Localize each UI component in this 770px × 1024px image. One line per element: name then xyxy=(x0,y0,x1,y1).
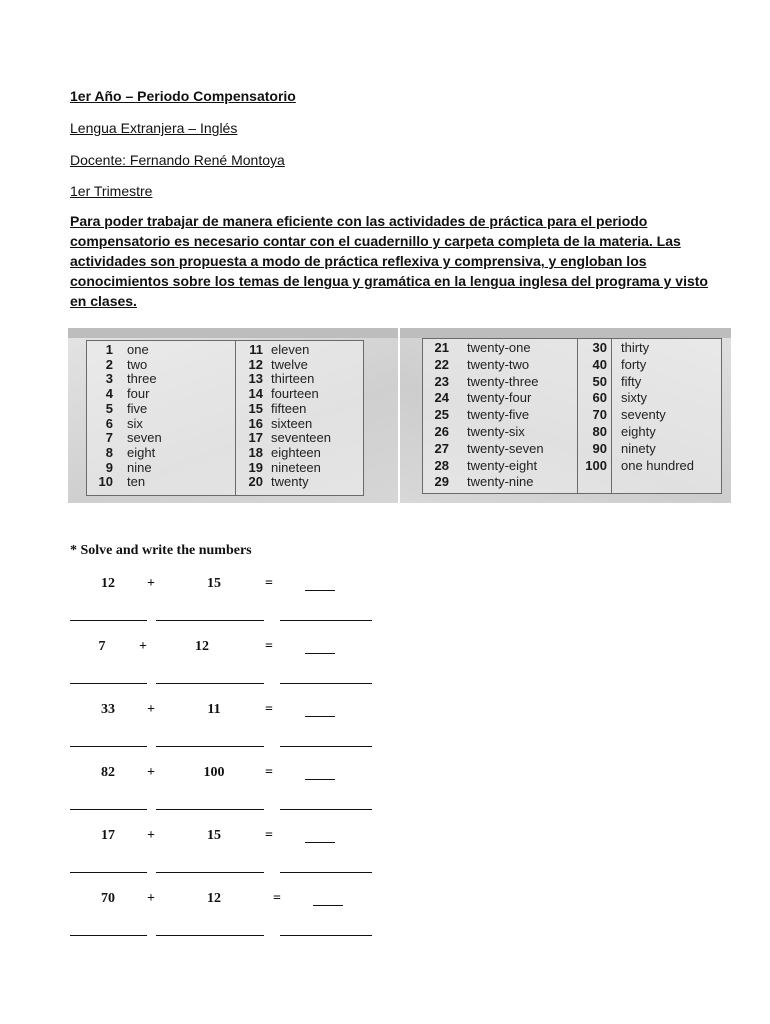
number-digit: 40 xyxy=(592,356,607,372)
teacher-line: Docente: Fernando René Montoya xyxy=(70,152,285,168)
number-word: fifteen xyxy=(271,400,307,416)
number-word: twenty-nine xyxy=(467,474,534,490)
number-digit: 100 xyxy=(585,457,607,473)
number-word: twenty-two xyxy=(467,356,530,372)
write-line[interactable] xyxy=(280,746,372,747)
write-line[interactable] xyxy=(280,872,372,873)
equals-sign: = xyxy=(265,639,273,654)
operand-b: 12 xyxy=(207,891,221,906)
number-word: thirty xyxy=(621,340,650,355)
number-word: eighty xyxy=(621,424,656,439)
numbers-photo-21-100 xyxy=(400,328,731,503)
number-digit: 50 xyxy=(592,373,607,389)
write-line[interactable] xyxy=(70,935,147,936)
number-word: sixty xyxy=(621,390,647,406)
number-word: sixteen xyxy=(271,415,313,431)
number-word: two xyxy=(127,356,148,372)
number-digit: 19 xyxy=(248,459,263,475)
number-word: nineteen xyxy=(271,459,321,475)
plus-sign: + xyxy=(147,702,155,717)
number-digit: 9 xyxy=(105,459,113,475)
write-line[interactable] xyxy=(70,809,147,810)
numbers-table-1-20 xyxy=(86,340,364,496)
number-digit: 18 xyxy=(248,444,263,460)
number-word: ninety xyxy=(621,440,656,456)
number-word: twenty-three xyxy=(467,373,539,389)
number-digit: 80 xyxy=(592,424,607,439)
number-digit: 1 xyxy=(105,342,113,357)
equals-sign: = xyxy=(265,765,273,780)
number-word: three xyxy=(127,371,157,387)
answer-blank[interactable] xyxy=(305,590,335,591)
number-word: twenty-four xyxy=(467,390,532,406)
number-word: twenty-six xyxy=(467,424,525,439)
operand-a: 17 xyxy=(101,828,115,843)
number-digit: 25 xyxy=(434,407,449,423)
number-digit: 28 xyxy=(434,457,449,473)
number-word: twenty xyxy=(271,474,309,490)
number-word: fourteen xyxy=(271,386,319,402)
number-digit: 2 xyxy=(105,356,113,372)
plus-sign: + xyxy=(139,639,147,654)
number-digit: 11 xyxy=(249,342,263,357)
number-digit: 23 xyxy=(434,373,449,389)
number-digit: 5 xyxy=(105,400,113,416)
number-digit: 3 xyxy=(105,371,113,387)
number-word: thirteen xyxy=(271,371,315,387)
write-line[interactable] xyxy=(156,683,264,684)
number-digit: 4 xyxy=(105,386,113,402)
number-digit: 20 xyxy=(248,474,263,490)
number-digit: 24 xyxy=(434,390,449,406)
number-digit: 22 xyxy=(434,356,449,372)
number-digit: 13 xyxy=(248,371,263,387)
plus-sign: + xyxy=(147,576,155,591)
equals-sign: = xyxy=(265,576,273,591)
number-word: one hundred xyxy=(621,457,695,473)
number-word: seven xyxy=(127,430,162,446)
write-line[interactable] xyxy=(156,620,264,621)
number-digit: 27 xyxy=(434,440,449,456)
answer-blank[interactable] xyxy=(305,653,335,654)
answer-blank[interactable] xyxy=(305,842,335,843)
write-line[interactable] xyxy=(70,872,147,873)
number-word: twenty-five xyxy=(467,407,530,423)
number-word: eighteen xyxy=(271,444,321,460)
write-line[interactable] xyxy=(156,746,264,747)
number-digit: 26 xyxy=(434,424,449,439)
number-digit: 8 xyxy=(105,444,113,460)
operand-a: 70 xyxy=(101,891,115,906)
number-word: twenty-eight xyxy=(467,457,538,473)
number-digit: 29 xyxy=(434,474,449,490)
number-digit: 16 xyxy=(248,415,263,431)
write-line[interactable] xyxy=(280,935,372,936)
number-word: twenty-seven xyxy=(467,440,544,456)
number-digit: 10 xyxy=(98,474,113,490)
number-word: twenty-one xyxy=(467,340,531,355)
number-digit: 17 xyxy=(248,430,263,446)
equals-sign: = xyxy=(265,828,273,843)
equals-sign: = xyxy=(265,702,273,717)
equals-sign: = xyxy=(273,891,281,906)
operand-a: 82 xyxy=(101,765,115,780)
numbers-table-21-100 xyxy=(422,338,722,494)
number-digit: 12 xyxy=(248,356,263,372)
number-digit: 6 xyxy=(105,415,113,431)
write-line[interactable] xyxy=(280,809,372,810)
number-word: forty xyxy=(621,356,647,372)
operand-b: 12 xyxy=(195,639,209,654)
number-word: nine xyxy=(127,459,152,475)
plus-sign: + xyxy=(147,828,155,843)
number-word: six xyxy=(127,415,143,431)
number-word: eight xyxy=(127,444,156,460)
plus-sign: + xyxy=(147,891,155,906)
number-word: seventy xyxy=(621,407,666,423)
number-digit: 14 xyxy=(248,386,263,402)
page-title: 1er Año – Periodo Compensatorio xyxy=(70,88,296,104)
term-line: 1er Trimestre xyxy=(70,183,153,199)
plus-sign: + xyxy=(147,765,155,780)
write-line[interactable] xyxy=(156,935,264,936)
number-word: seventeen xyxy=(271,430,331,446)
write-line[interactable] xyxy=(156,872,264,873)
numbers-photo-1-20 xyxy=(68,328,398,503)
number-word: five xyxy=(127,400,148,416)
answer-blank[interactable] xyxy=(305,716,335,717)
number-word: ten xyxy=(127,474,146,490)
operand-b: 11 xyxy=(207,702,221,717)
write-line[interactable] xyxy=(156,809,264,810)
photo-top-strip xyxy=(68,328,398,338)
write-line[interactable] xyxy=(70,620,147,621)
photo-top-strip xyxy=(400,328,731,338)
number-digit: 7 xyxy=(105,430,113,446)
answer-blank[interactable] xyxy=(313,905,343,906)
exercise-title: * Solve and write the numbers xyxy=(70,543,252,558)
number-digit: 21 xyxy=(434,340,449,355)
operand-a: 7 xyxy=(98,639,106,654)
answer-blank[interactable] xyxy=(305,779,335,780)
number-digit: 70 xyxy=(592,407,607,423)
number-word: four xyxy=(127,386,150,402)
write-line[interactable] xyxy=(280,683,372,684)
operand-a: 33 xyxy=(101,702,115,717)
operand-b: 15 xyxy=(207,828,221,843)
number-word: eleven xyxy=(271,342,310,357)
subject-line: Lengua Extranjera – Inglés xyxy=(70,120,238,136)
number-digit: 90 xyxy=(592,440,607,456)
operand-a: 12 xyxy=(101,576,115,591)
write-line[interactable] xyxy=(70,746,147,747)
number-word: one xyxy=(127,342,149,357)
number-word: twelve xyxy=(271,356,308,372)
write-line[interactable] xyxy=(280,620,372,621)
number-digit: 60 xyxy=(592,390,607,406)
operand-b: 15 xyxy=(207,576,221,591)
number-word: fifty xyxy=(621,373,642,389)
intro-paragraph: Para poder trabajar de manera eficiente con las actividades de práctica para el periodo compensatorio es necesario contar con el cuadernillo y carpeta completa de la materia. Las actividades son propuesta a modo de práctica reflexiva y comprensiva, y engloban los conocimientos sobre los temas de lengua y gramática en la lengua inglesa del programa y visto en clases. xyxy=(70,213,708,309)
operand-b: 100 xyxy=(203,765,225,780)
number-digit: 15 xyxy=(248,400,263,416)
number-digit: 30 xyxy=(592,340,607,355)
write-line[interactable] xyxy=(70,683,147,684)
